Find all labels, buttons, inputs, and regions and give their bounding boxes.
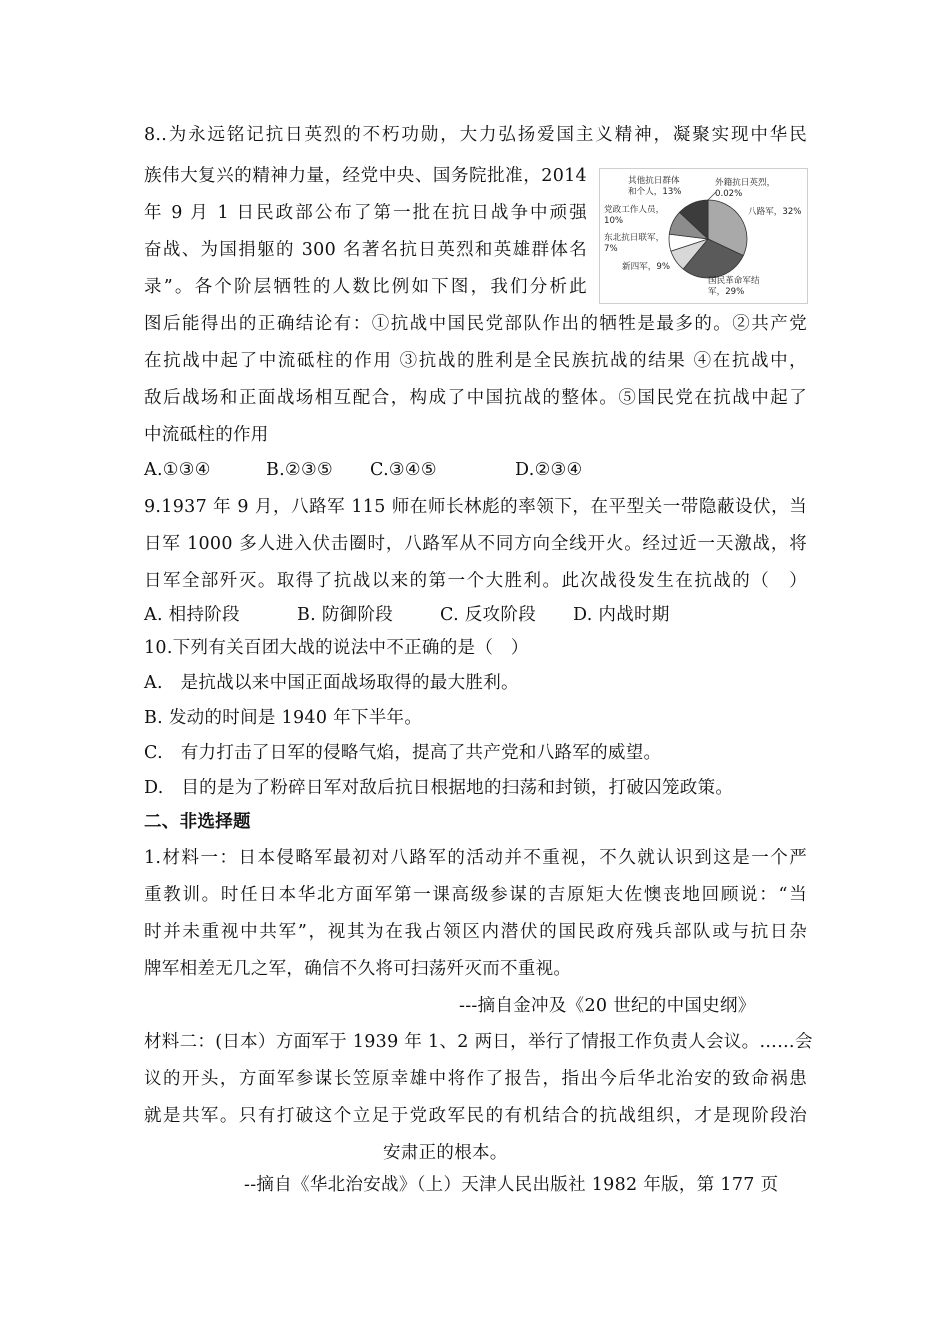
sacrifice-pie-chart (599, 168, 808, 304)
material1-line-4: 牌军相差无几之军，确信不久将可扫荡歼灭而不重视。 (144, 959, 572, 979)
q8-option-a[interactable]: A.①③④ (144, 460, 211, 480)
material1-source: ---摘自金冲及《20 世纪的中国史纲》 (459, 996, 756, 1016)
q8-option-b[interactable]: B.②③⑤ (266, 460, 333, 480)
material2-line-1: 材料二：(日本）方面军于 1939 年 1、2 两日，举行了情报工作负责人会议。……会 (144, 1032, 813, 1052)
pie-slice-label: 新四军，9% (622, 262, 671, 272)
q9-option-b[interactable]: B. 防御阶段 (297, 605, 394, 625)
q8-line-2: 族伟大复兴的精神力量，经党中央、国务院批准，2014 (144, 166, 587, 186)
q9-line-2: 日军 1000 多人进入伏击圈时，八路军从不同方向全线开火。经过近一天激战，将 (144, 534, 807, 554)
q10-stem: 10.下列有关百团大战的说法中不正确的是（ ） (144, 638, 529, 658)
material1-line-1: 1.材料一：日本侵略军最初对八路军的活动并不重视，不久就认识到这是一个严 (144, 848, 807, 868)
pie-slice-label: 和个人，13% (628, 187, 682, 197)
q9-option-a[interactable]: A. 相持阶段 (144, 605, 240, 625)
q9-line-1: 9.1937 年 9 月，八路军 115 师在师长林彪的率领下，在平型关一带隐蔽设伏，当 (144, 497, 807, 517)
q8-line-9: 中流砥柱的作用 (144, 425, 269, 445)
material2-line-2: 议的开头，方面军参谋长笠原幸雄中将作了报告，指出今后华北治安的致命祸患 (144, 1069, 807, 1089)
pie-slice-label: 东北抗日联军， (604, 233, 665, 243)
q8-line-6: 图后能得出的正确结论有：①抗战中国民党部队作出的牺牲是最多的。②共产党 (144, 314, 807, 334)
pie-slice-label: 0.02% (715, 189, 743, 199)
q10-option-d[interactable]: D. 目的是为了粉碎日军对敌后抗日根据地的扫荡和封锁，打破囚笼政策。 (144, 778, 734, 798)
q8-line-1: 8..为永远铭记抗日英烈的不朽功勋，大力弘扬爱国主义精神，凝聚实现中华民 (144, 125, 807, 145)
material1-line-2: 重教训。时任日本华北方面军第一课高级参谋的吉原矩大佐懊丧地回顾说：“当 (144, 885, 807, 905)
pie-slice-label: 国民革命军结 (708, 276, 760, 286)
material1-line-3: 时并未重视中共军”，视其为在我占领区内潜伏的国民政府残兵部队或与抗日杂 (144, 922, 807, 942)
q10-option-c[interactable]: C. 有力打击了日军的侵略气焰，提高了共产党和八路军的威望。 (144, 743, 662, 763)
q10-option-a[interactable]: A. 是抗战以来中国正面战场取得的最大胜利。 (144, 673, 519, 693)
pie-slice-label: 八路军，32% (748, 207, 802, 217)
q9-option-d[interactable]: D. 内战时期 (573, 605, 670, 625)
section-2-title: 二、非选择题 (144, 812, 251, 832)
material2-line-4: 安肃正的根本。 (383, 1143, 508, 1163)
q8-option-c[interactable]: C.③④⑤ (370, 460, 437, 480)
q8-line-5: 录”。各个阶层牺牲的人数比例如下图，我们分析此 (144, 277, 587, 297)
pie-slice-label: 外籍抗日英烈， (715, 178, 776, 188)
material2-source: --摘自《华北治安战》（上）天津人民出版社 1982 年版，第 177 页 (244, 1175, 779, 1195)
q9-option-c[interactable]: C. 反攻阶段 (440, 605, 536, 625)
pie-slice-label: 军，29% (708, 287, 745, 297)
pie-slice-label: 10% (604, 216, 624, 226)
q8-line-7: 在抗战中起了中流砥柱的作用 ③抗战的胜利是全民族抗战的结果 ④在抗战中， (144, 351, 807, 371)
q10-option-b[interactable]: B. 发动的时间是 1940 年下半年。 (144, 708, 423, 728)
pie-slice-label: 其他抗日群体 (628, 176, 680, 186)
q9-line-3: 日军全部歼灭。取得了抗战以来的第一个大胜利。此次战役发生在抗战的（ ） (144, 571, 807, 591)
q8-option-d[interactable]: D.②③④ (515, 460, 583, 480)
q8-line-8: 敌后战场和正面战场相互配合，构成了中国抗战的整体。⑤国民党在抗战中起了 (144, 388, 807, 408)
pie-svg (600, 169, 807, 303)
material2-line-3: 就是共军。只有打破这个立足于党政军民的有机结合的抗战组织，才是现阶段治 (144, 1106, 807, 1126)
pie-slice-label: 党政工作人员， (604, 205, 665, 215)
pie-slice-label: 7% (604, 244, 618, 254)
q8-line-3: 年 9 月 1 日民政部公布了第一批在抗日战争中顽强 (144, 203, 587, 223)
q8-line-4: 奋战、为国捐躯的 300 名著名抗日英烈和英雄群体名 (144, 240, 587, 260)
